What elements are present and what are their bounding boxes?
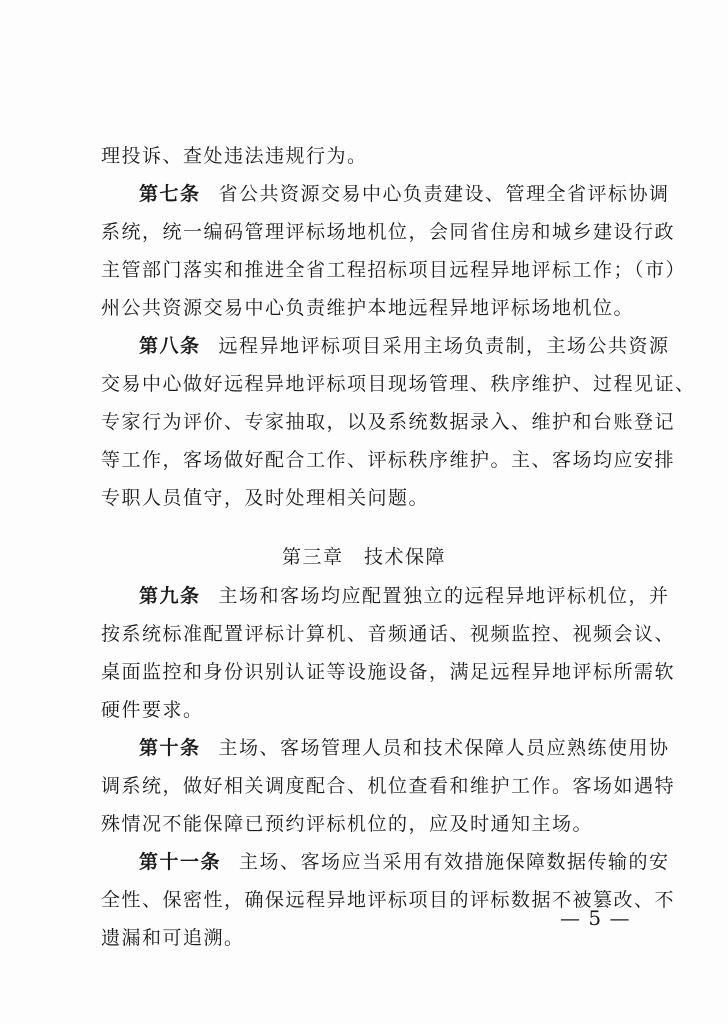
paragraph-line: 系统，统一编码管理评标场地机位，会同省住房和城乡建设行政 [101,221,676,243]
paragraph-line: 主场和客场均应配置独立的远程异地评标机位，并 [218,585,670,607]
paragraph-line: 主场、客场管理人员和技术保障人员应熟练使用协 [218,737,670,759]
page-number: — 5 — [560,906,631,930]
paragraph-line: 殊情况不能保障已预约评标机位的，应及时通知主场。 [101,813,594,835]
paragraph-line: 远程异地评标项目采用主场负责制，主场公共资源 [218,335,670,357]
chapter-heading: 第三章 技术保障 [281,546,446,568]
article-10-first-line [139,729,670,767]
paragraph-line: 桌面监控和身份识别认证等设施设备，满足远程异地评标所需软 [101,661,676,683]
article-7-first-line [139,175,670,213]
paragraph-line: 主管部门落实和推进全省工程招标项目远程异地评标工作；（市） [101,259,687,281]
article-7-label: 第七条 [139,183,201,205]
paragraph-line: 专家行为评价、专家抽取，以及系统数据录入、维护和台账登记 [101,411,676,433]
paragraph-line: 专职人员值守，及时处理相关问题。 [101,487,430,509]
paragraph-line: 理投诉、查处违法违规行为。 [101,145,368,167]
paragraph-line: 全性、保密性，确保远程异地评标项目的评标数据不被篡改、不 [101,889,676,911]
article-8-label: 第八条 [139,335,201,357]
article-8-first-line [139,327,670,365]
article-11-label: 第十一条 [139,851,222,873]
paragraph-line: 州公共资源交易中心负责维护本地远程异地评标场地机位。 [101,297,635,319]
paragraph-line: 按系统标准配置评标计算机、音频通话、视频监控、视频会议、 [101,623,676,645]
paragraph-line: 遗漏和可追溯。 [101,927,245,949]
article-11-first-line [139,843,670,881]
article-9-label: 第九条 [139,585,201,607]
paragraph-line: 等工作，客场做好配合工作、评标秩序维护。主、客场均应安排 [101,449,676,471]
paragraph-line: 交易中心做好远程异地评标项目现场管理、秩序维护、过程见证、 [101,373,696,395]
article-9-first-line [139,577,670,615]
paragraph-line: 调系统，做好相关调度配合、机位查看和维护工作。客场如遇特 [101,775,676,797]
paragraph-line: 硬件要求。 [101,699,204,721]
article-10-label: 第十条 [139,737,201,759]
paragraph-line: 省公共资源交易中心负责建设、管理全省评标协调 [218,183,670,205]
paragraph-line: 主场、客场应当采用有效措施保障数据传输的安 [239,851,670,873]
